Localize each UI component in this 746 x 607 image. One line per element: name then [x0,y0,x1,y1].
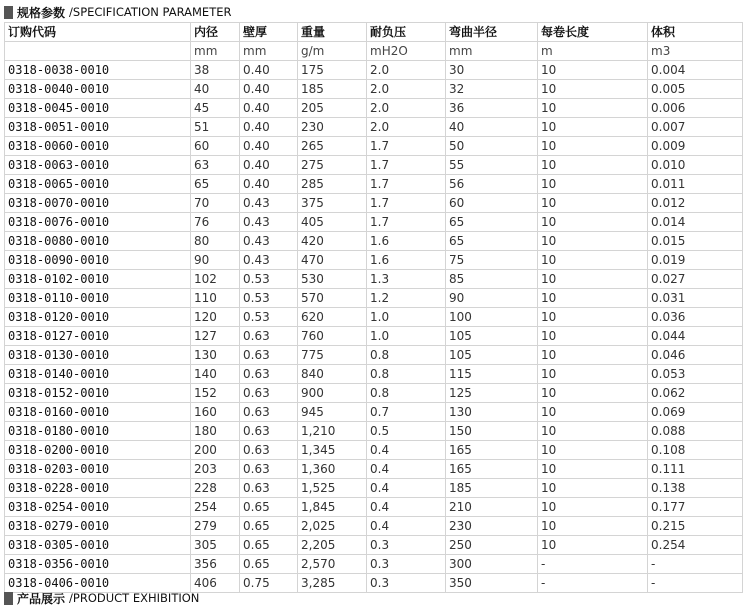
column-unit: g/m [298,42,367,61]
table-cell: 0.3 [367,574,446,593]
table-cell: 38 [191,61,240,80]
table-cell: 1.7 [367,156,446,175]
order-code-cell: 0318-0200-0010 [5,441,191,460]
table-cell: 0.4 [367,498,446,517]
order-code-cell: 0318-0090-0010 [5,251,191,270]
table-cell: 60 [191,137,240,156]
order-code-cell: 0318-0160-0010 [5,403,191,422]
table-cell: 0.40 [240,99,298,118]
table-cell: 10 [538,384,648,403]
table-cell: 0.007 [648,118,743,137]
table-cell: 1.6 [367,251,446,270]
table-cell: 285 [298,175,367,194]
order-code-cell: 0318-0070-0010 [5,194,191,213]
table-cell: 0.004 [648,61,743,80]
table-cell: 620 [298,308,367,327]
table-cell: 0.40 [240,137,298,156]
table-cell: 0.062 [648,384,743,403]
order-code-cell: 0318-0040-0010 [5,80,191,99]
table-cell: 0.111 [648,460,743,479]
table-cell: 50 [446,137,538,156]
table-cell: 420 [298,232,367,251]
table-cell: 100 [446,308,538,327]
exhibit-section-heading [4,589,199,607]
table-cell: 105 [446,346,538,365]
order-code-cell: 0318-0076-0010 [5,213,191,232]
table-cell: 150 [446,422,538,441]
table-row [5,289,743,308]
order-code-cell: 0318-0203-0010 [5,460,191,479]
table-cell: 1,345 [298,441,367,460]
table-cell: 0.011 [648,175,743,194]
order-code-cell: 0318-0305-0010 [5,536,191,555]
table-cell: 185 [446,479,538,498]
table-cell: 0.036 [648,308,743,327]
table-cell: 265 [298,137,367,156]
table-cell: 55 [446,156,538,175]
column-header: 订购代码 [5,23,191,42]
table-row [5,61,743,80]
table-cell: 230 [446,517,538,536]
table-cell: 1.7 [367,213,446,232]
table-cell: 0.40 [240,175,298,194]
column-unit [5,42,191,61]
table-cell: 0.4 [367,460,446,479]
table-cell: 76 [191,213,240,232]
table-cell: 125 [446,384,538,403]
table-cell: 230 [298,118,367,137]
table-cell: 0.65 [240,498,298,517]
table-cell: 10 [538,175,648,194]
table-cell: 1,845 [298,498,367,517]
table-cell: 10 [538,441,648,460]
table-cell: 0.53 [240,270,298,289]
table-cell: 165 [446,460,538,479]
table-cell: 10 [538,479,648,498]
order-code-cell: 0318-0279-0010 [5,517,191,536]
table-cell: 90 [191,251,240,270]
column-unit: mH2O [367,42,446,61]
table-cell: 0.5 [367,422,446,441]
table-cell: 0.63 [240,422,298,441]
table-cell: 0.3 [367,555,446,574]
table-cell: 945 [298,403,367,422]
table-cell: 10 [538,289,648,308]
table-cell: 2.0 [367,118,446,137]
column-header: 壁厚 [240,23,298,42]
table-cell: 130 [191,346,240,365]
table-cell: 1.7 [367,137,446,156]
table-cell: 0.43 [240,213,298,232]
table-cell: 2,570 [298,555,367,574]
table-cell: 0.40 [240,80,298,99]
table-cell: 900 [298,384,367,403]
table-cell: 0.254 [648,536,743,555]
table-cell: 1.2 [367,289,446,308]
table-cell: 10 [538,137,648,156]
table-cell: 10 [538,346,648,365]
table-cell: 130 [446,403,538,422]
table-cell: 305 [191,536,240,555]
exhibit-title-zh: 产品展示 [17,591,66,606]
table-cell: 51 [191,118,240,137]
table-cell: 0.4 [367,517,446,536]
table-cell: 10 [538,156,648,175]
table-cell: 375 [298,194,367,213]
table-cell: 0.40 [240,156,298,175]
table-cell: 10 [538,536,648,555]
table-row [5,118,743,137]
table-cell: 0.65 [240,555,298,574]
order-code-cell: 0318-0063-0010 [5,156,191,175]
table-cell: 0.015 [648,232,743,251]
table-cell: 0.044 [648,327,743,346]
table-cell: 405 [298,213,367,232]
table-row [5,99,743,118]
table-cell: 570 [298,289,367,308]
column-header: 体积 [648,23,743,42]
table-cell: 0.63 [240,460,298,479]
table-cell: 0.63 [240,479,298,498]
table-cell: 102 [191,270,240,289]
spec-title-en: /SPECIFICATION PARAMETER [69,5,232,19]
table-cell: 32 [446,80,538,99]
table-unit-row [5,42,743,61]
table-cell: 0.43 [240,232,298,251]
table-cell: 0.088 [648,422,743,441]
table-cell: 0.63 [240,441,298,460]
table-cell: 840 [298,365,367,384]
table-cell: 10 [538,61,648,80]
table-cell: 0.8 [367,365,446,384]
table-cell: 300 [446,555,538,574]
table-cell: 2.0 [367,80,446,99]
table-cell: 10 [538,251,648,270]
spec-title-zh: 规格参数 [17,5,66,20]
table-cell: 530 [298,270,367,289]
table-cell: 205 [298,99,367,118]
order-code-cell: 0318-0254-0010 [5,498,191,517]
table-cell: 1.0 [367,327,446,346]
order-code-cell: 0318-0060-0010 [5,137,191,156]
table-cell: 65 [446,213,538,232]
column-unit: mm [191,42,240,61]
table-row [5,137,743,156]
table-cell: 10 [538,194,648,213]
table-cell: 10 [538,232,648,251]
order-code-cell: 0318-0065-0010 [5,175,191,194]
section-marker-icon [4,592,13,605]
table-cell: 185 [298,80,367,99]
order-code-cell: 0318-0120-0010 [5,308,191,327]
table-cell: 0.65 [240,536,298,555]
table-cell: 200 [191,441,240,460]
table-cell: 90 [446,289,538,308]
table-cell: 10 [538,270,648,289]
table-cell: 105 [446,327,538,346]
order-code-cell: 0318-0180-0010 [5,422,191,441]
table-cell: 2.0 [367,61,446,80]
table-cell: 110 [191,289,240,308]
table-cell: 210 [446,498,538,517]
column-header: 每卷长度 [538,23,648,42]
table-cell: 775 [298,346,367,365]
table-cell: 0.031 [648,289,743,308]
table-cell: 0.63 [240,403,298,422]
order-code-cell: 0318-0130-0010 [5,346,191,365]
table-cell: 180 [191,422,240,441]
table-cell: 0.108 [648,441,743,460]
table-cell: 0.4 [367,479,446,498]
order-code-cell: 0318-0152-0010 [5,384,191,403]
table-cell: 3,285 [298,574,367,593]
table-cell: 60 [446,194,538,213]
table-cell: 0.215 [648,517,743,536]
table-cell: 10 [538,498,648,517]
table-cell: 0.53 [240,308,298,327]
table-header-row [5,23,743,42]
order-code-cell: 0318-0102-0010 [5,270,191,289]
table-row [5,536,743,555]
table-row [5,308,743,327]
table-cell: 0.43 [240,251,298,270]
table-row [5,346,743,365]
table-cell: 1.6 [367,232,446,251]
table-cell: 165 [446,441,538,460]
table-cell: 2,205 [298,536,367,555]
table-cell: 10 [538,517,648,536]
table-row [5,175,743,194]
order-code-cell: 0318-0228-0010 [5,479,191,498]
table-cell: 10 [538,213,648,232]
table-row [5,498,743,517]
column-header: 弯曲半径 [446,23,538,42]
table-row [5,213,743,232]
table-cell: 115 [446,365,538,384]
table-cell: 0.4 [367,441,446,460]
table-row [5,384,743,403]
table-cell: - [648,574,743,593]
table-cell: 40 [446,118,538,137]
table-cell: 0.40 [240,61,298,80]
table-row [5,460,743,479]
table-cell: 0.53 [240,289,298,308]
table-cell: 2,025 [298,517,367,536]
table-cell: 0.75 [240,574,298,593]
table-cell: 1.7 [367,194,446,213]
column-unit: m3 [648,42,743,61]
table-row [5,194,743,213]
table-cell: - [648,555,743,574]
table-row [5,365,743,384]
order-code-cell: 0318-0127-0010 [5,327,191,346]
table-cell: 0.009 [648,137,743,156]
table-row [5,479,743,498]
table-cell: 0.046 [648,346,743,365]
table-cell: 250 [446,536,538,555]
table-cell: 0.63 [240,346,298,365]
table-cell: 0.8 [367,346,446,365]
table-cell: 36 [446,99,538,118]
table-cell: 1.0 [367,308,446,327]
column-header: 内径 [191,23,240,42]
column-header: 耐负压 [367,23,446,42]
table-cell: 80 [191,232,240,251]
order-code-cell: 0318-0038-0010 [5,61,191,80]
spec-table [4,22,743,593]
column-unit: mm [240,42,298,61]
table-cell: 203 [191,460,240,479]
table-cell: 254 [191,498,240,517]
table-cell: 1.3 [367,270,446,289]
table-cell: 10 [538,327,648,346]
order-code-cell: 0318-0110-0010 [5,289,191,308]
order-code-cell: 0318-0051-0010 [5,118,191,137]
table-cell: 65 [191,175,240,194]
table-cell: 279 [191,517,240,536]
table-cell: 0.8 [367,384,446,403]
table-cell: 0.138 [648,479,743,498]
table-row [5,232,743,251]
table-cell: 56 [446,175,538,194]
table-cell: 1,210 [298,422,367,441]
table-cell: 152 [191,384,240,403]
table-row [5,156,743,175]
table-cell: 120 [191,308,240,327]
order-code-cell: 0318-0140-0010 [5,365,191,384]
spec-section-heading [4,3,231,21]
table-cell: - [538,555,648,574]
column-header: 重量 [298,23,367,42]
table-cell: 0.63 [240,384,298,403]
table-cell: 0.65 [240,517,298,536]
table-row [5,270,743,289]
table-cell: 0.43 [240,194,298,213]
table-cell: 140 [191,365,240,384]
table-cell: 0.7 [367,403,446,422]
table-cell: 228 [191,479,240,498]
table-cell: 175 [298,61,367,80]
table-row [5,517,743,536]
table-cell: 70 [191,194,240,213]
table-row [5,403,743,422]
table-cell: 0.005 [648,80,743,99]
table-cell: 10 [538,99,648,118]
order-code-cell: 0318-0356-0010 [5,555,191,574]
order-code-cell: 0318-0406-0010 [5,574,191,593]
table-row [5,251,743,270]
table-cell: 0.010 [648,156,743,175]
table-cell: 65 [446,232,538,251]
table-cell: 75 [446,251,538,270]
table-cell: 40 [191,80,240,99]
table-cell: 406 [191,574,240,593]
table-cell: 0.006 [648,99,743,118]
table-cell: 0.63 [240,365,298,384]
table-row [5,80,743,99]
table-cell: 0.019 [648,251,743,270]
table-cell: 470 [298,251,367,270]
table-cell: 30 [446,61,538,80]
table-cell: 0.014 [648,213,743,232]
table-cell: 0.40 [240,118,298,137]
table-cell: 160 [191,403,240,422]
table-cell: 0.027 [648,270,743,289]
column-unit: mm [446,42,538,61]
table-cell: 356 [191,555,240,574]
table-cell: 1,360 [298,460,367,479]
table-cell: 10 [538,460,648,479]
order-code-cell: 0318-0080-0010 [5,232,191,251]
table-row [5,555,743,574]
table-cell: 0.069 [648,403,743,422]
table-cell: 1,525 [298,479,367,498]
table-cell: 10 [538,80,648,99]
table-cell: 10 [538,422,648,441]
table-cell: 2.0 [367,99,446,118]
table-cell: 10 [538,403,648,422]
table-cell: 1.7 [367,175,446,194]
table-cell: 760 [298,327,367,346]
table-row [5,422,743,441]
table-cell: 85 [446,270,538,289]
exhibit-title-en: /PRODUCT EXHIBITION [69,591,200,605]
table-cell: 45 [191,99,240,118]
table-cell: 63 [191,156,240,175]
table-cell: 350 [446,574,538,593]
table-cell: 10 [538,118,648,137]
table-cell: 10 [538,308,648,327]
table-row [5,441,743,460]
order-code-cell: 0318-0045-0010 [5,99,191,118]
table-cell: 0.3 [367,536,446,555]
table-cell: 0.053 [648,365,743,384]
table-cell: 275 [298,156,367,175]
column-unit: m [538,42,648,61]
table-cell: - [538,574,648,593]
table-cell: 0.63 [240,327,298,346]
table-cell: 0.177 [648,498,743,517]
table-cell: 0.012 [648,194,743,213]
table-row [5,327,743,346]
table-cell: 127 [191,327,240,346]
table-cell: 10 [538,365,648,384]
section-marker-icon [4,6,13,19]
